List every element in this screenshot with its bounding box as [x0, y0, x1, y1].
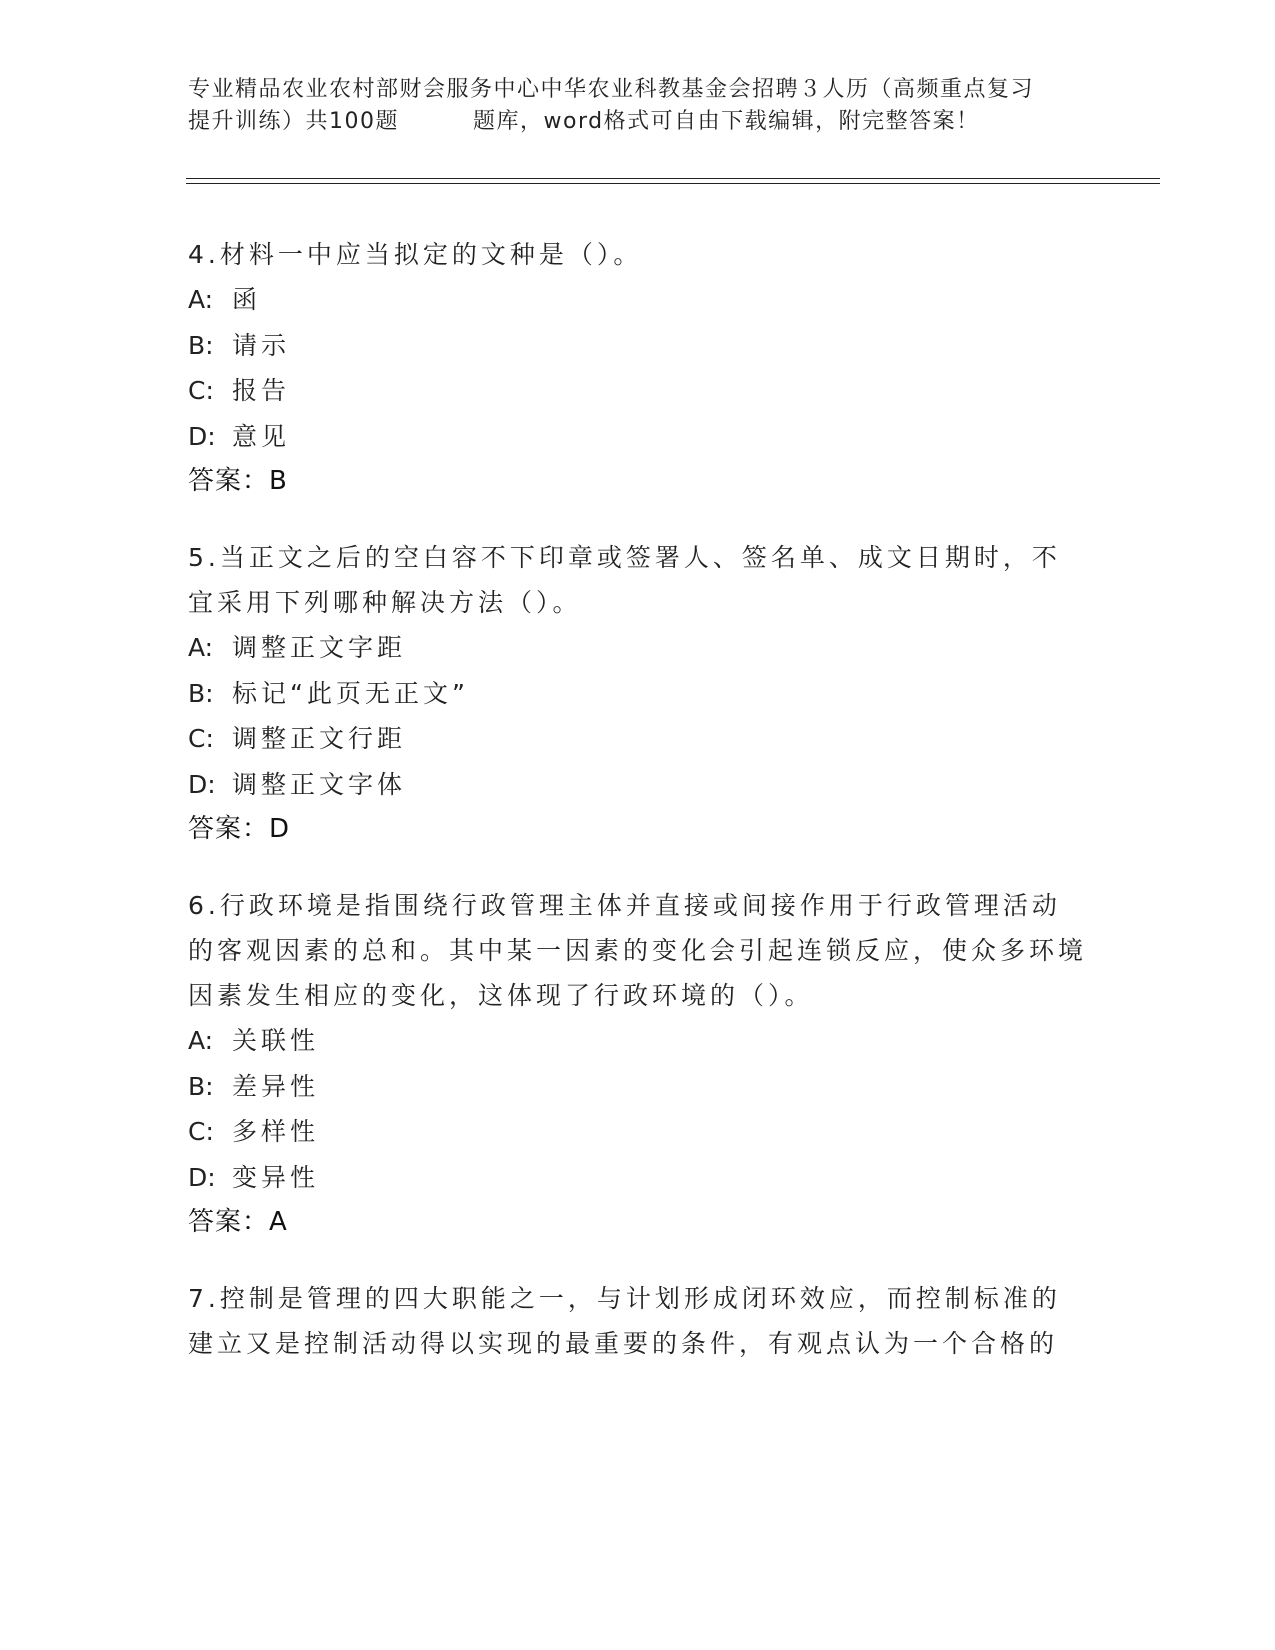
option-d	[188, 762, 1088, 808]
option-key: B:	[188, 1071, 214, 1101]
option-key: A:	[188, 1026, 214, 1055]
option-b	[188, 671, 1088, 717]
option-a	[188, 625, 1088, 671]
option-d	[188, 1155, 1088, 1201]
option-key: A:	[188, 285, 214, 314]
option-key: D:	[188, 1162, 216, 1192]
option-text: 多样性	[232, 1117, 320, 1146]
option-text: 调整正文行距	[232, 724, 407, 753]
option-key: B:	[188, 330, 214, 360]
option-key: D:	[188, 769, 216, 799]
option-a	[188, 1018, 1088, 1064]
question-7	[188, 1276, 1088, 1366]
option-text: 意见	[232, 421, 291, 451]
question-stem: 6.行政环境是指围绕行政管理主体并直接或间接作用于行政管理活动的客观因素的总和。其中某一因素的变化会引起连锁反应，使众多环境因素发生相应的变化，这体现了行政环境的（）。	[188, 891, 1088, 1010]
header-rule-top	[186, 178, 1160, 179]
question-list	[188, 232, 1088, 1397]
header-title-line-1: 专业精品农业农村部财会服务中心中华农业科教基金会招聘３人历（高频重点复习	[188, 77, 1035, 102]
option-text: 函	[232, 285, 262, 314]
header-title-line-2-right: 题库，word格式可自由下载编辑，附完整答案！	[473, 109, 980, 134]
header-rule-bottom	[186, 183, 1160, 184]
option-c	[188, 716, 1088, 762]
option-text: 调整正文字体	[232, 769, 407, 799]
question-stem: 4.材料一中应当拟定的文种是（）。	[188, 240, 643, 269]
option-text: 报告	[232, 376, 291, 405]
question-4	[188, 232, 1088, 504]
answer-line: 答案：B	[188, 466, 288, 496]
option-key: C:	[188, 1117, 214, 1146]
option-text: 调整正文字距	[232, 633, 407, 662]
header-title-line-2-left: 提升训练）共100题	[188, 109, 399, 134]
question-stem: 7.控制是管理的四大职能之一，与计划形成闭环效应，而控制标准的建立又是控制活动得以实现的最重要的条件，有观点认为一个合格的	[188, 1284, 1061, 1358]
option-text: 差异性	[232, 1071, 320, 1101]
answer-line: 答案：A	[188, 1207, 288, 1237]
option-text: 请示	[232, 330, 291, 360]
option-key: A:	[188, 633, 214, 662]
answer-line: 答案：D	[188, 814, 291, 844]
option-text: 变异性	[232, 1162, 320, 1192]
option-c	[188, 368, 1088, 414]
option-text: 关联性	[232, 1026, 320, 1055]
option-key: D:	[188, 421, 216, 451]
question-stem: 5.当正文之后的空白容不下印章或签署人、签名单、成文日期时，不宜采用下列哪种解决方法（）。	[188, 543, 1061, 617]
question-5	[188, 535, 1088, 852]
option-c	[188, 1109, 1088, 1155]
option-a	[188, 277, 1088, 323]
option-key: C:	[188, 376, 214, 405]
option-key: B:	[188, 678, 214, 708]
document-header	[188, 74, 1088, 138]
question-6	[188, 883, 1088, 1245]
option-key: C:	[188, 724, 214, 753]
header-title-line-2	[188, 106, 1088, 138]
option-text: 标记“此页无正文”	[232, 678, 469, 708]
option-b	[188, 1064, 1088, 1110]
option-b	[188, 323, 1088, 369]
option-d	[188, 414, 1088, 460]
